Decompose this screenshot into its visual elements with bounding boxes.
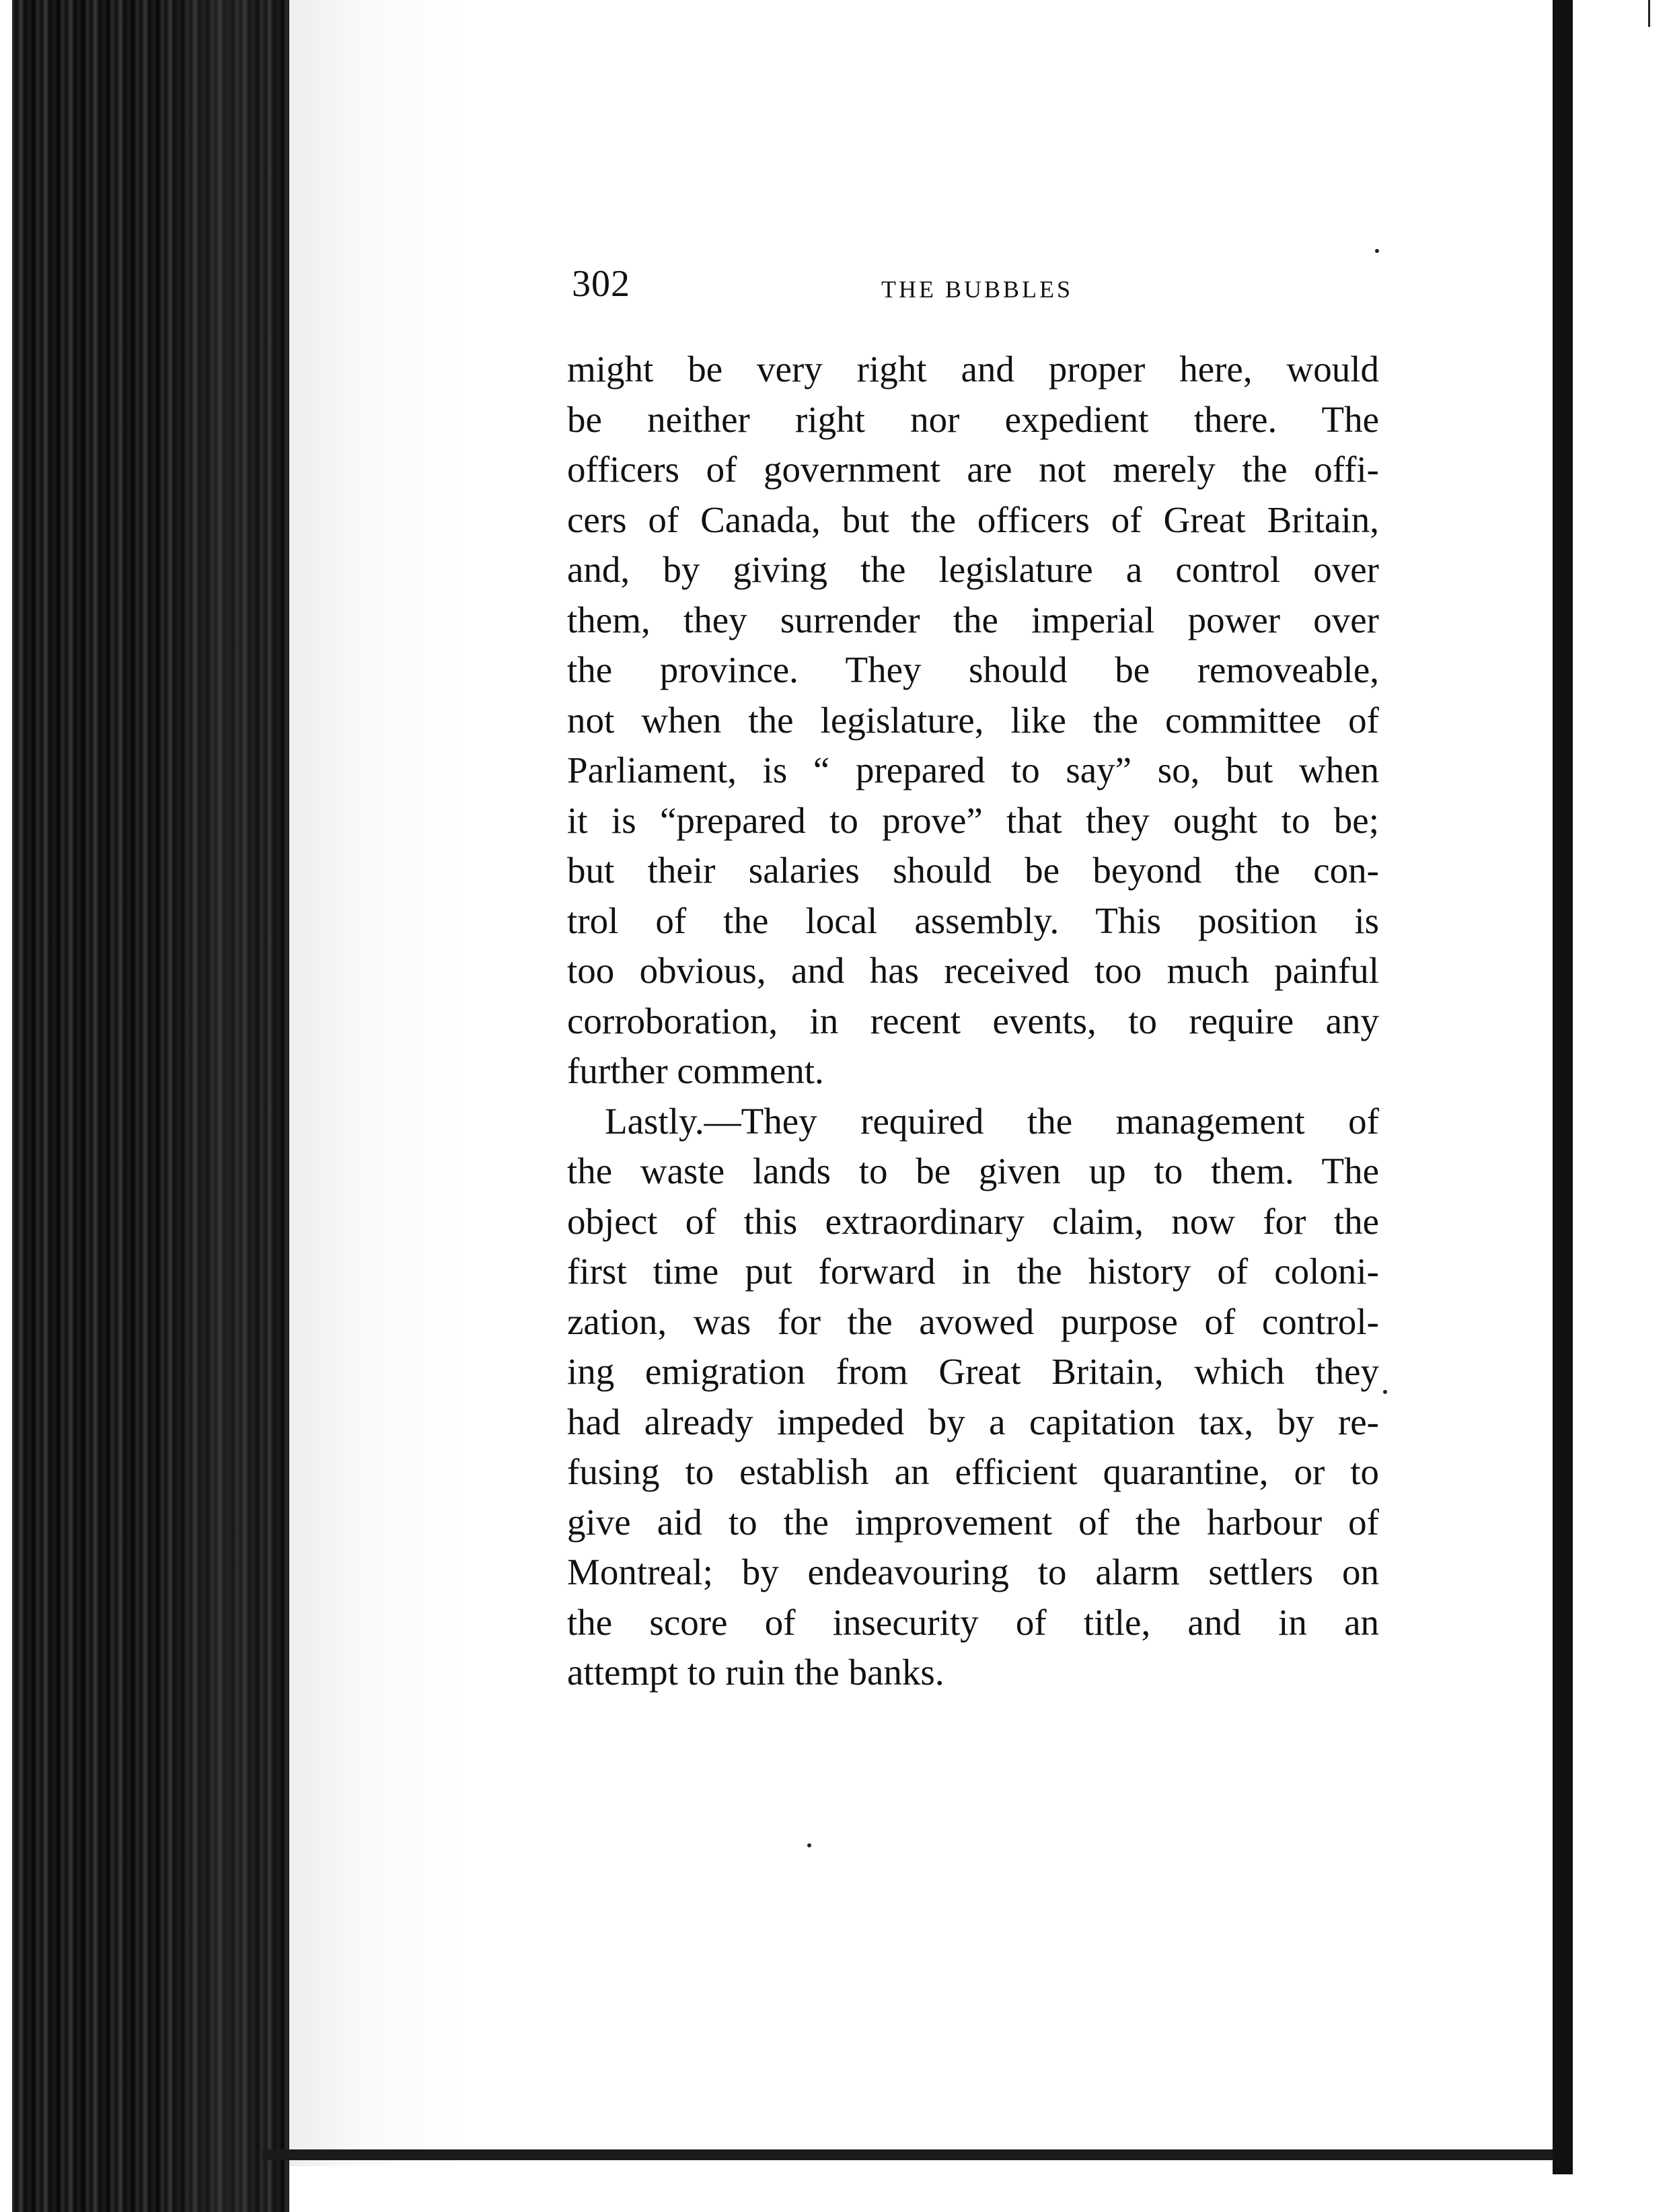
text-line: fusing to establish an efficient quarantine, or to	[567, 1451, 1379, 1492]
text-line: Parliament, is “ prepared to say” so, but when	[567, 749, 1379, 790]
text-line: the waste lands to be given up to them. The	[567, 1150, 1379, 1191]
text-line: too obvious, and has received too much painful	[567, 950, 1379, 991]
scan-speck	[807, 1843, 811, 1847]
text-line: them, they surrender the imperial power over	[567, 599, 1379, 640]
paragraph-start-line: Lastly.—They required the management of	[605, 1100, 1379, 1142]
text-line: cers of Canada, but the officers of Great Britain,	[567, 499, 1379, 540]
text-line: the province. They should be removeable,	[567, 649, 1379, 690]
right-scan-margin	[1573, 0, 1671, 2212]
text-line: corroboration, in recent events, to require any	[567, 1000, 1379, 1041]
text-line: officers of government are not merely the offi-	[567, 449, 1379, 490]
text-line: not when the legislature, like the committee of	[567, 699, 1379, 741]
right-page-border	[1553, 0, 1573, 2174]
text-line: and, by giving the legislature a control over	[567, 549, 1379, 590]
text-line: the score of insecurity of title, and in an	[567, 1601, 1379, 1643]
text-line: zation, was for the avowed purpose of control-	[567, 1300, 1379, 1342]
text-line: be neither right nor expedient there. The	[567, 398, 1379, 440]
paragraph-end-line: further comment.	[567, 1050, 824, 1091]
running-head-title: THE BUBBLES	[881, 276, 1074, 303]
text-line: first time put forward in the history of coloni-	[567, 1251, 1379, 1292]
text-line: trol of the local assembly. This position is	[567, 899, 1379, 941]
text-line: had already impeded by a capitation tax, by re-	[567, 1401, 1379, 1442]
right-margin-mark	[1648, 0, 1650, 27]
text-line: might be very right and proper here, would	[567, 348, 1379, 390]
left-scan-margin	[0, 0, 12, 2212]
text-line: give aid to the improvement of the harbour of	[567, 1501, 1379, 1543]
text-line: but their salaries should be beyond the con-	[567, 850, 1379, 891]
body-text	[567, 344, 1379, 1698]
running-head	[572, 257, 1392, 311]
text-line: Montreal; by endeavouring to alarm settlers on	[567, 1551, 1379, 1592]
page-bottom-edge	[262, 2149, 1574, 2160]
text-line: object of this extraordinary claim, now for the	[567, 1200, 1379, 1242]
scan-speck	[1375, 249, 1379, 253]
spine-shadow	[168, 0, 289, 2212]
paragraph-end-line: attempt to ruin the banks.	[567, 1652, 944, 1693]
text-line: ing emigration from Great Britain, which they	[567, 1351, 1379, 1392]
text-line: it is “prepared to prove” that they ought to be;	[567, 799, 1379, 841]
page-number: 302	[572, 263, 630, 305]
scan-speck	[1383, 1390, 1387, 1394]
